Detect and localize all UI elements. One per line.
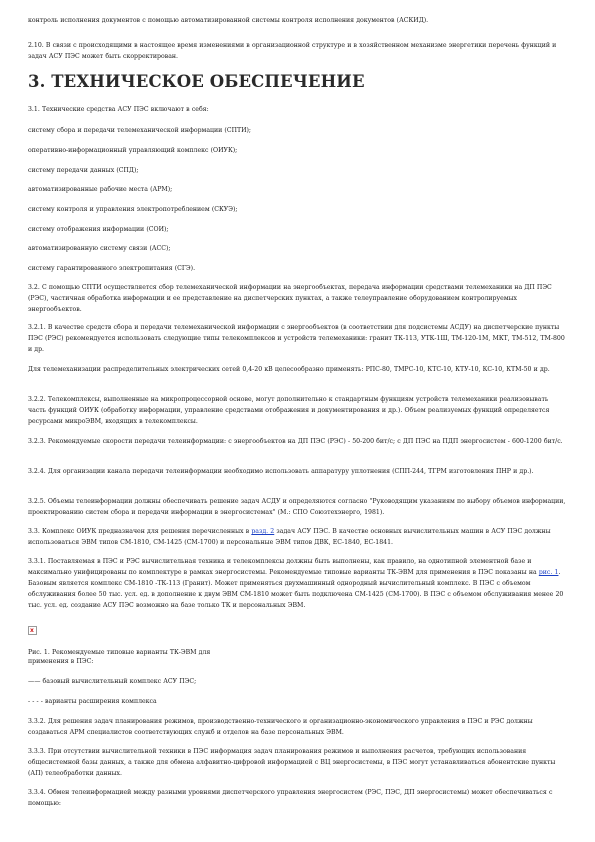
- paragraph-3-3: [28, 526, 566, 548]
- paragraph-telemechanization: Для телемеханизации распределительных электрических сетей 0,4-20 кВ целесообразно применять: РПС-80, ТМРС-10, КТС-10, КТУ-10, КС-10, КТМ-50 и др.: [28, 366, 550, 373]
- paragraph-3-3-1-text-b: . Базовым является комплекс СМ-1810 -ТК-113 (Гранит). Может применяться двухмашинный однородный вычислительный комплекс. В ПЭС с объемом обслуживания более 50 тыс. усл. ед. в дополнение к двум ЭВМ СМ-1810 может быть подключена СМ-1425 (СМ-1700). В ПЭС с объемом обслуживания менее 20 тыс. усл. ед. создание АСУ ПЭС возможно на базе только ТК и персональных ЭВМ.: [28, 569, 564, 609]
- paragraph-3-2-1: 3.2.1. В качестве средств сбора и передачи телемеханической информации с энергообъектов (в соответствии для подсистемы АСДУ) на диспетчерские пункты ПЭС (РЭС) рекомендуется использовать следующие типы телекомплексов и устройств телемеханики: гранит ТК-113, УТК-1Ш, ТМ-120-1М, МКТ, ТМ-512, ТМ-800 и др.: [28, 324, 565, 353]
- list-item: оперативно-информационный управляющий комплекс (ОИУК);: [28, 147, 238, 154]
- paragraph-3-2-5: 3.2.5. Объемы телеинформации должны обеспечивать решение задач АСДУ и определяются согласно "Руководящим указаниям по выбору объемов информации, проектированию систем сбора и передачи информации в энергосистемах" (М.: СПО Союзтехэнерго, 1981).: [28, 498, 566, 516]
- paragraph-3-3-2: 3.3.2. Для решения задач планирования режимов, производственно-технического и организационно-экономического управления в ПЭС и РЭС должны создаваться АРМ специалистов соответствующих служб и отделов на базе персональных ЭВМ.: [28, 718, 533, 736]
- paragraph-3-3-1-text-a: 3.3.1. Поставляемая в ПЭС и РЭС вычислительная техника и телекомплексы должны быть выполнены, как правило, на однотипной элементной базе и максимально унифицированы по комплектуре в рамках энергосистемы. Рекомендуемые типовые варианты ТК-ЭВМ для применения в ПЭС показаны на: [28, 558, 539, 576]
- paragraph-3-3-4: 3.3.4. Обмен телеинформацией между разными уровнями диспетчерского управления энергосистем (РЭС, ПЭС, ДП энергосистемы) может обеспечиваться с помощью:: [28, 789, 553, 807]
- paragraph-3-2: 3.2. С помощью СПТИ осуществляется сбор телемеханической информации на энергообъектах, передача информации средствами телемеханики на ДП ПЭС (РЭС), частичная обработка информации и ее представление на диспетчерских пунктах, а также телеуправление оборудованием контролируемых энергообъектов.: [28, 284, 552, 313]
- broken-image-icon: [28, 626, 37, 635]
- figure-caption-line-1: Рис. 1. Рекомендуемые типовые варианты ТК-ЭВМ для: [28, 649, 211, 656]
- paragraph-3-3-text-b: задач АСУ ПЭС. В качестве основных вычислительных машин в АСУ ПЭС должны использоваться ЭВМ типов СМ-1810, СМ-1425 (СМ-1700) и персональные ЭВМ типов ДВК, ЕС-1840, ЕС-1841.: [28, 528, 551, 546]
- paragraph-3-2-3: 3.2.3. Рекомендуемые скорости передачи телеинформации: с энергообъектов на ДП ПЭС (РЭС) - 50-200 бит/с; с ДП ПЭС на ПДП энергосистем - 600-1200 бит/с.: [28, 438, 563, 445]
- section-heading: 3. ТЕХНИЧЕСКОЕ ОБЕСПЕЧЕНИЕ: [28, 72, 365, 91]
- list-item: систему сбора и передачи телемеханической информации (СПТИ);: [28, 127, 251, 134]
- list-item: систему передачи данных (СПД);: [28, 167, 139, 174]
- section-2-link[interactable]: разд. 2: [251, 528, 275, 535]
- figure-caption-line-2: применения в ПЭС:: [28, 658, 94, 665]
- paragraph-3-3-text-a: 3.3. Комплекс ОИУК предназначен для решения перечисленных в: [28, 528, 252, 535]
- list-item: систему гарантированного электропитания (СГЭ).: [28, 265, 196, 272]
- paragraph-3-1: 3.1. Технические средства АСУ ПЭС включают в себя:: [28, 106, 209, 113]
- figure-1-link[interactable]: рис. 1: [538, 569, 559, 576]
- paragraph-3-3-3: 3.3.3. При отсутствии вычислительной техники в ПЭС информация задач планирования режимов и выполнения расчетов, требующих использования общесистемной базы данных, а также для обмена алфавитно-цифровой информацией с ВЦ энергосистемы, в ПЭС могут устанавливаться абонентские пункты (АП) телеобработки данных.: [28, 748, 556, 777]
- paragraph-3-2-2: 3.2.2. Телекомплексы, выполненные на микропроцессорной основе, могут дополнительно к стандартным функциям устройств телемеханики реализовывать часть функций ОИУК (обработку информации, управление средствами отображения и документирования и др.). Объем реализуемых функций определяется ресурсами микроЭВМ, входящих в телекомплексы.: [28, 396, 550, 425]
- paragraph-2-10: 2.10. В связи с происходящими в настоящее время изменениями в организационной структуре и в хозяйственном механизме энергетики перечень функций и задач АСУ ПЭС может быть скорректирован.: [28, 42, 557, 60]
- paragraph-3-2-4: 3.2.4. Для организации канала передачи телеинформации необходимо использовать аппаратуру уплотнения (СПП-244, ТГРМ изготовления ПНР и др.).: [28, 468, 534, 475]
- list-item: систему отображения информации (СОИ);: [28, 226, 169, 233]
- list-item: систему контроля и управления электропотреблением (СКУЭ);: [28, 206, 238, 213]
- list-item: автоматизированную систему связи (АСС);: [28, 245, 171, 252]
- paragraph-intro-end: контроль исполнения документов с помощью автоматизированной системы контроля исполнения документов (АСКИД).: [28, 17, 429, 24]
- figure-legend-extension: - - - - варианты расширения комплекса: [28, 698, 157, 705]
- paragraph-3-3-1: [28, 556, 566, 611]
- list-item: автоматизированные рабочие места (АРМ);: [28, 186, 173, 193]
- figure-legend-base: —— базовый вычислительный комплекс АСУ ПЭС;: [28, 678, 197, 685]
- broken-image-mark: x: [30, 627, 34, 634]
